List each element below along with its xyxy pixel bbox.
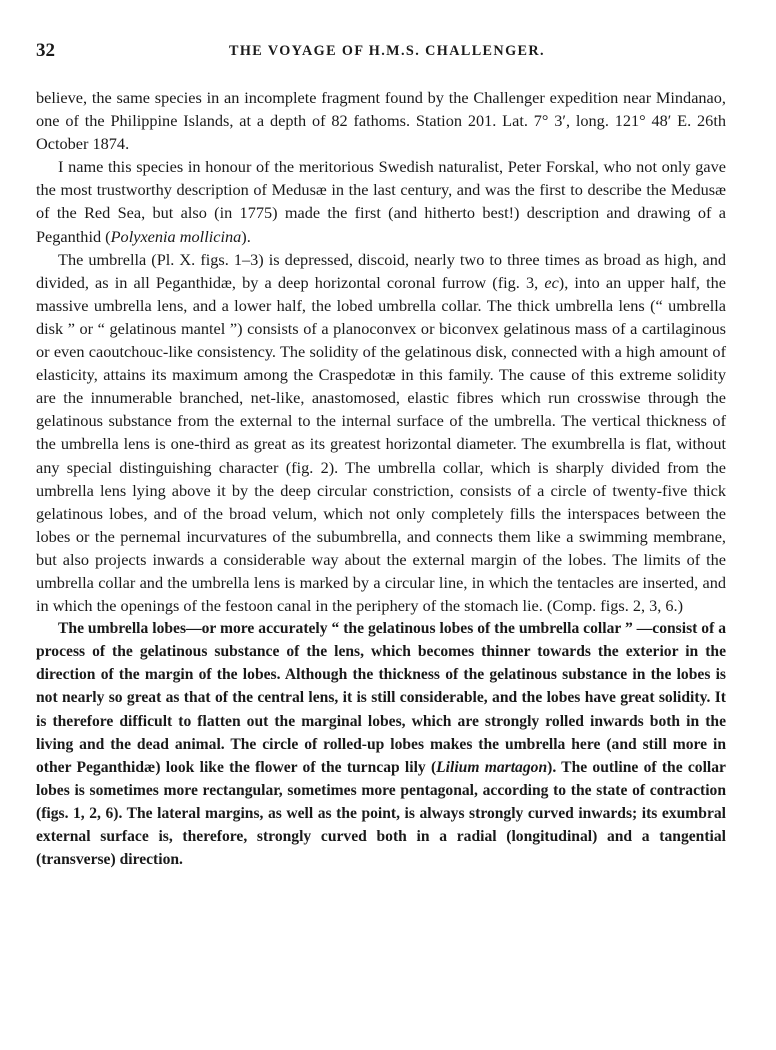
paragraph-umbrella xyxy=(36,248,726,618)
taxon-name: Lilium martagon xyxy=(436,758,548,776)
text-run: I name this species in honour of the meritorious Swedish naturalist, Peter Forskal, who not only gave the most trustworthy description of Medusæ in the last century, and was the first to describe the Medusæ of the Red Sea, but also (in 1775) made the first (and hitherto best!) description and drawing of a Peganthid ( xyxy=(36,157,726,246)
paragraph-forskal xyxy=(36,155,726,247)
text-run: The umbrella lobes—or more accurately “ the gelatinous lobes of the umbrella collar ” —consist of a process of the gelatinous substance of the lens, which becomes thinner towards the exterior in the direction of the margin of the lobes. Although the thickness of the gelatinous substance in the lobes is not nearly so great as that of the central lens, it is still considerable, and the lobes have great solidity. It is therefore difficult to flatten out the marginal lobes, which are strongly rolled inwards both in the living and the dead animal. The circle of rolled-up lobes makes the umbrella here (and still more in other Peganthidæ) look like the flower of the turncap lily ( xyxy=(36,620,726,776)
text-run: ). xyxy=(241,226,251,246)
page-number: 32 xyxy=(36,40,55,61)
taxon-name: Polyxenia mollicina xyxy=(110,226,242,246)
text-run: believe, the same species in an incomplete fragment found by the Challenger expedition near Mindanao, one of the Philippine Islands, at a depth of 82 fathoms. Station 201. Lat. 7° 3′, long. 121° 48′ E. 26th October 1874. xyxy=(36,88,726,154)
page-header xyxy=(36,40,726,66)
body-text xyxy=(36,86,726,871)
text-run: ). The outline of the collar lobes is sometimes more rectangular, sometimes more pentagonal, according to the state of contraction (figs. 1, 2, 6). The lateral margins, as well as the point, is always strongly curved inwards; its exumbral external surface is, therefore, strongly curved both in a radial (longitudinal) and a tangential (transverse) direction. xyxy=(36,758,726,869)
paragraph-continuation xyxy=(36,86,726,155)
running-title: THE VOYAGE OF H.M.S. CHALLENGER. xyxy=(229,43,545,59)
text-run: The umbrella (Pl. X. figs. 1–3) is depressed, discoid, nearly two to three times as broad as high, and divided, as in all Peganthidæ, by a deep horizontal coronal furrow (fig. 3, xyxy=(36,249,726,292)
paragraph-umbrella-lobes xyxy=(36,617,726,871)
document-page xyxy=(36,40,726,871)
figure-label: ec xyxy=(544,272,559,292)
text-run: ), into an upper half, the massive umbrella lens, and a lower half, the lobed umbrella collar. The thick umbrella lens (“ umbrella disk ” or “ gelatinous mantel ”) consists of a planoconvex or biconvex gelatinous mass of a cartilaginous or even caoutchouc-like consistency. The solidity of the gelatinous disk, connected with a high amount of elasticity, attains its maximum among the Craspedotæ in this family. The cause of this extreme solidity are the innumerable branched, net-like, anastomosed, elastic fibres which run crosswise through the gelatinous substance from the external to the internal surface of the umbrella. The vertical thickness of the umbrella lens is one-third as great as its greatest horizontal diameter. The exumbrella is flat, without any special distinguishing character (fig. 2). The umbrella collar, which is sharply divided from the umbrella lens lying above it by the deep circular constriction, consists of a circle of twenty-five thick gelatinous lobes, and of the broad velum, which not only completely fills the interspaces between the lobes or the pernemal incurvatures of the subumbrella, and connects them like a swimming membrane, but also projects inwards a considerable way about the external margin of the lobes. The limits of the umbrella collar and the umbrella lens is marked by a circular line, in which the tentacles are inserted, and in which the openings of the festoon canal in the periphery of the stomach lie. (Comp. figs. 2, 3, 6.) xyxy=(36,272,726,616)
